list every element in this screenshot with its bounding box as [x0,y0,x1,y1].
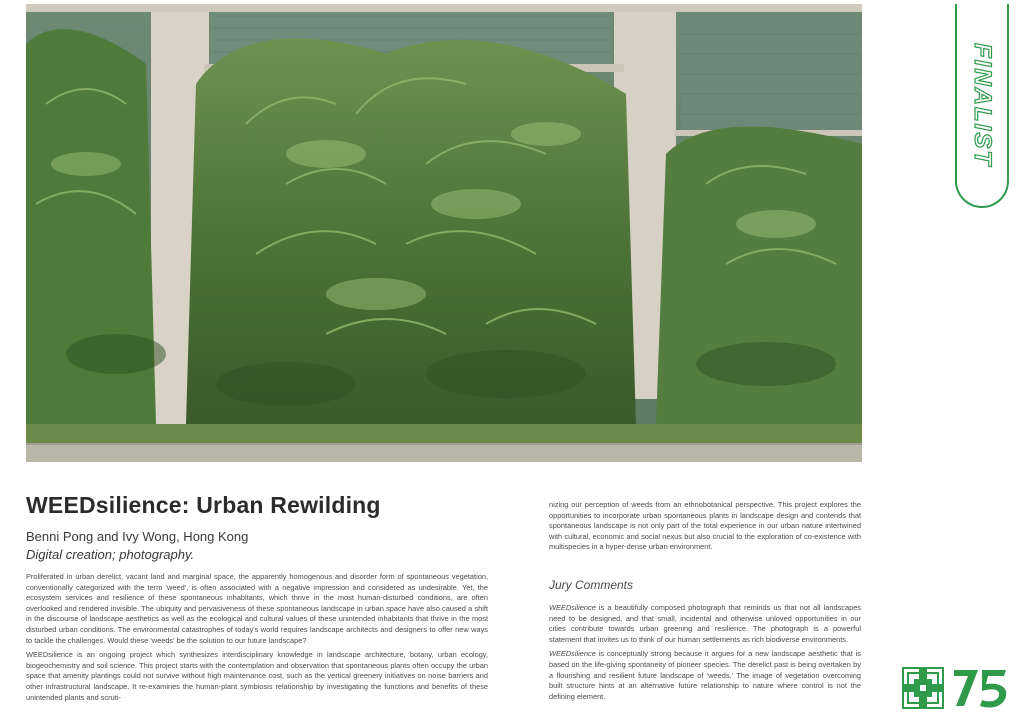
description-paragraph-1: Proliferated in urban derelict, vacant land and marginal space, the apparently homogenous and disorder form of spontaneous vegetation, conventionally categorized with the term 'weed', is often associated with a negative impression and considered as undesirable. Yet, the ecosystem services and resilience of these spontaneous inhabitants, which thrive in the most human-disturbed conditions, are often overlooked and rendered invisible. The ubiquity and pervasiveness of these spontaneous landscape in urban space have also caused a shift in the discourse of landscape aesthetics as well as the ecological and cultural values of these unintended inhabitants that thrive in the most disturbed urban conditions. The environmental catastrophes of today's world requires landscape architects and designers to offer new ways to tackle the challenges. Would these 'weeds' be the solution to our future landscape? [26,572,488,645]
description-paragraph-2: WEEDsilience is an ongoing project which synthesizes interdisciplinary knowledge in landscape architecture, botany, urban ecology, biogeochemistry and soil science. This project starts with the contemplation and observation that spontaneous plants often occupy the urban space that amenity plantings could not survive without high maintenance cost, such as the vertical greenery initiatives on noise barriers and other infrastructural landscape. It re-examines the human-plant symbiosis relationship by investigating the functions and benefits of these unintended plants and scruti- [26,650,488,702]
jury-comments-heading: Jury Comments [549,578,634,592]
article-authors: Benni Pong and Ivy Wong, Hong Kong [26,529,249,544]
institute-logo-icon [902,667,944,709]
jury-comment-2 [549,649,861,702]
jury-comment-1-text: is a beautifully composed photograph that reminds us that not all landscapes need to be designed, and that small, incidental and otherwise unloved opportunities in our cities contribute towards urban greening and resilience. The photograph is a powerful statement that invites us to think of our human settlements as rich biodiverse environments. [549,603,861,644]
article-medium: Digital creation; photography. [26,547,195,562]
vegetation-wall-image [26,4,862,462]
jury-comment-2-text: is conceptually strong because it argues for a new landscape aesthetic that is based on the life-giving spontaneity of pioneer species. The derelict past is being overtaken by a flourishing and resilient future landscape of 'weeds.' The image of vegetation overcoming built structure hints at an alternative future relationship to nature where control is not the defining element. [549,649,861,701]
anniversary-75-logo [950,664,1010,712]
article-title: WEEDsilience: Urban Rewilding [26,492,381,518]
description-column-left [26,572,488,707]
hero-photo [26,4,862,462]
finalist-badge [955,4,1009,208]
description-paragraph-3: nizing our perception of weeds from an ethnobotanical perspective. This project explores the opportunities to incorporate urban spontaneous plants in landscape design and contends that spontaneous landscape is not only part of the total experience in our urban nature intertwined with cultural, economic and social nexus but also crucial to the exploration of co-existence with multispecies in a hyper-dense urban environment. [549,500,861,552]
jury-comment-1 [549,603,861,645]
description-column-right [549,500,861,553]
jury-comment-1-project-name: WEEDsilience [549,603,596,612]
jury-comment-2-project-name: WEEDsilience [549,649,596,659]
jury-comments [549,603,861,706]
finalist-label: FINALIST [969,43,996,167]
